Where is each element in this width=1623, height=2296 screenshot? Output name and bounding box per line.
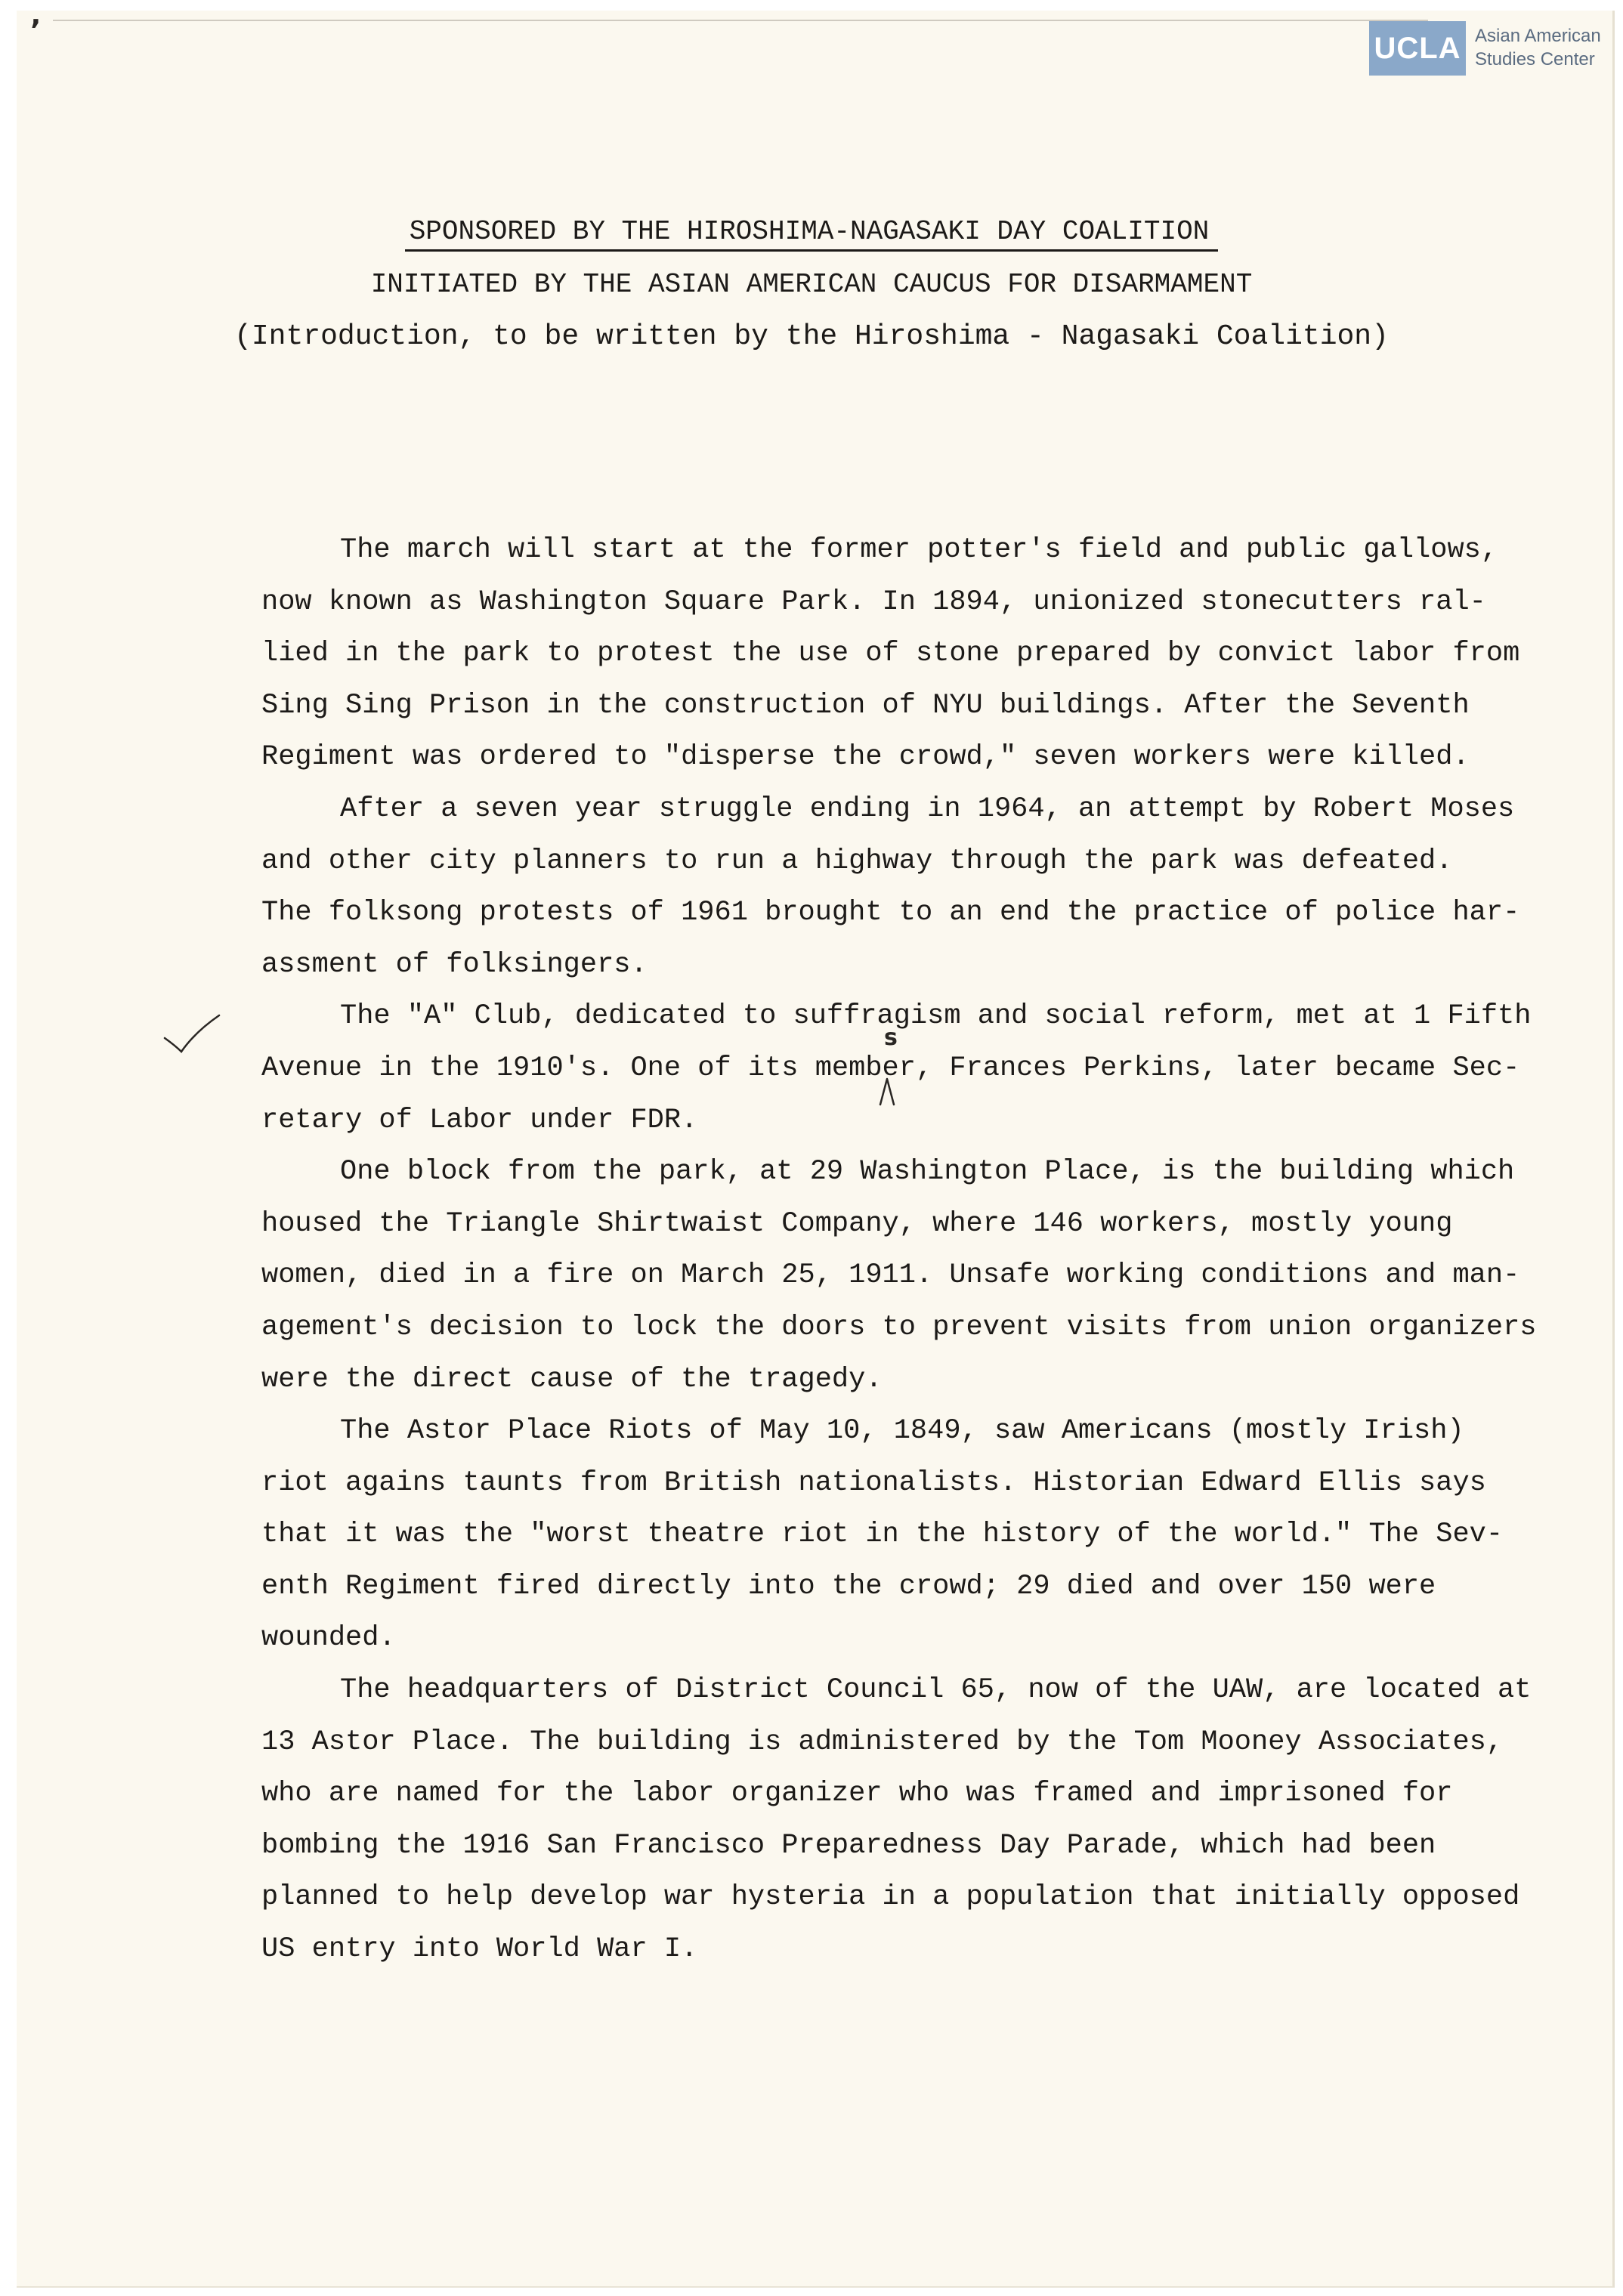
text-line: were the direct cause of the tragedy. <box>261 1363 883 1395</box>
text-line: One block from the park, at 29 Washington Place, is the building which <box>340 1156 1515 1188</box>
text-line: that it was the "worst theatre riot in the history of the world." The Sev- <box>261 1519 1504 1551</box>
ucla-logo: UCLA <box>1369 21 1466 76</box>
text-line: Sing Sing Prison in the construction of NYU buildings. After the Seventh <box>261 689 1470 722</box>
text-line: retary of Labor under FDR. <box>261 1104 698 1136</box>
text-line: After a seven year struggle ending in 1964, an attempt by Robert Moses <box>340 793 1515 825</box>
caret-mark-icon <box>878 1076 896 1106</box>
inserted-letter: s <box>884 1024 898 1051</box>
text-line: lied in the park to protest the use of stone prepared by convict labor from <box>261 638 1520 670</box>
text-line: planned to help develop war hysteria in a population that initially opposed <box>261 1881 1520 1914</box>
text-line: housed the Triangle Shirtwaist Company, where 146 workers, mostly young <box>261 1207 1453 1240</box>
text-line: The march will start at the former potter's field and public gallows, <box>340 534 1498 566</box>
page-top-edge <box>53 20 1428 21</box>
text-line: Regiment was ordered to "disperse the crowd," seven workers were killed. <box>261 741 1470 774</box>
text-line: The Astor Place Riots of May 10, 1849, saw Americans (mostly Irish) <box>340 1415 1464 1448</box>
text-line: and other city planners to run a highway through the park was defeated. <box>261 845 1453 877</box>
text-line: now known as Washington Square Park. In 1894, unionized stonecutters ral- <box>261 586 1486 618</box>
document-body <box>261 524 1537 1976</box>
sponsor-heading-text: SPONSORED BY THE HIROSHIMA-NAGASAKI DAY COALITION <box>405 216 1219 252</box>
archive-watermark <box>1369 21 1606 76</box>
center-name-line: Asian American <box>1475 26 1601 46</box>
text-line: The headquarters of District Council 65, now of the UAW, are located at <box>340 1674 1532 1707</box>
sponsor-heading <box>0 216 1623 252</box>
initiator-heading: INITIATED BY THE ASIAN AMERICAN CAUCUS FOR DISARMAMENT <box>370 269 1253 300</box>
text-line: riot agains taunts from British nationalists. Historian Edward Ellis says <box>261 1466 1486 1499</box>
text-line: who are named for the labor organizer who was framed and imprisoned for <box>261 1778 1453 1810</box>
corner-mark-icon: ʼ <box>30 14 42 47</box>
check-mark-icon <box>162 1012 222 1058</box>
text-line: women, died in a fire on March 25, 1911. Unsafe working conditions and man- <box>261 1259 1520 1292</box>
center-name-line: Studies Center <box>1475 49 1595 70</box>
text-line: agement's decision to lock the doors to prevent visits from union organizers <box>261 1311 1537 1343</box>
text-line: The folksong protests of 1961 brought to an end the practice of police har- <box>261 897 1520 929</box>
intro-note: (Introduction, to be written by the Hiroshima - Nagasaki Coalition) <box>234 320 1389 353</box>
text-line: 13 Astor Place. The building is administered by the Tom Mooney Associates, <box>261 1726 1504 1758</box>
text-line: The "A" Club, dedicated to suffragism and social reform, met at 1 Fifth <box>340 1000 1532 1033</box>
text-line: Avenue in the 1910's. One of its member, Frances Perkins, later became Sec- <box>261 1052 1520 1084</box>
text-line: enth Regiment fired directly into the crowd; 29 died and over 150 were <box>261 1570 1436 1602</box>
text-line: wounded. <box>261 1622 396 1655</box>
text-line: US entry into World War I. <box>261 1933 698 1966</box>
text-line: bombing the 1916 San Francisco Preparedness Day Parade, which had been <box>261 1829 1436 1862</box>
text-line: assment of folksingers. <box>261 948 648 981</box>
center-name <box>1475 24 1611 71</box>
